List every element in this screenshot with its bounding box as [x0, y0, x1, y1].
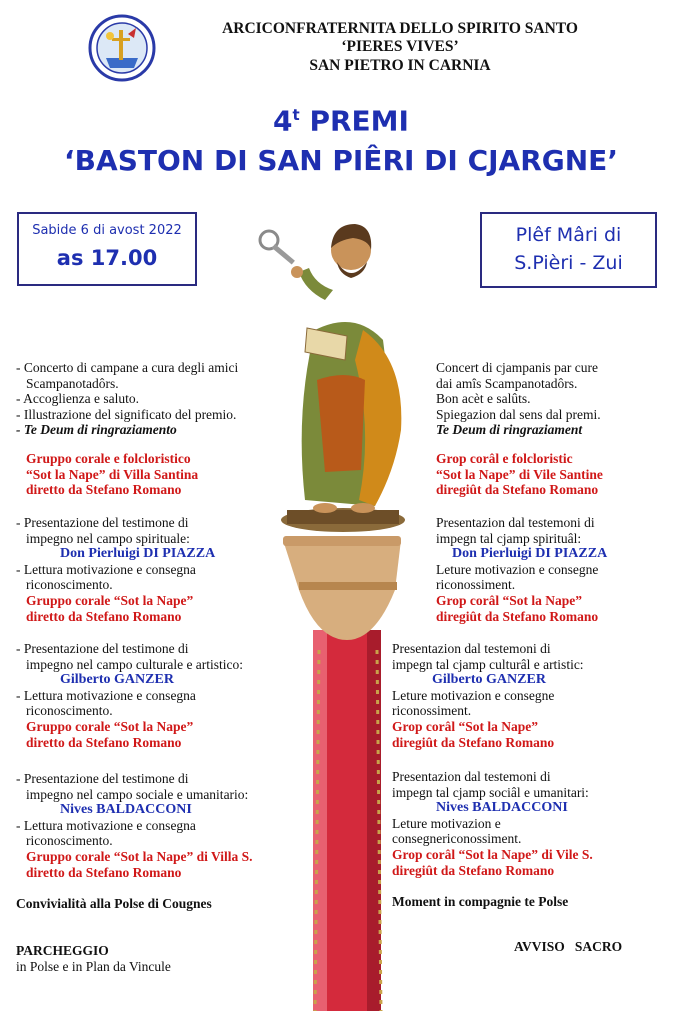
honoree-name: Don Pierluigi DI PIAZZA [452, 546, 608, 562]
section-line: Presentazion dal testemoni di [392, 641, 551, 656]
section-line: Presentazion dal testemoni di [436, 515, 595, 530]
section-line: - Presentazione del testimone di [16, 641, 189, 656]
choir-line: diretto da Stefano Romano [26, 608, 182, 624]
section-line: - Lettura motivazione e consegna [16, 687, 196, 703]
choir-line: diregiût da Stefano Romano [436, 608, 599, 624]
section-line: - Lettura motivazione e consegna [16, 817, 196, 833]
choir-line: diretto da Stefano Romano [26, 482, 182, 498]
choir-line: Gruppo corale “Sot la Nape” di Villa S. [26, 848, 253, 864]
italian-section-spiritual [16, 515, 215, 624]
choir-line: diregiût da Stefano Romano [436, 482, 599, 498]
event-place-box [480, 212, 657, 288]
honoree-name: Gilberto GANZER [60, 672, 174, 688]
section-line: impegno nel campo culturale e artistico: [26, 656, 244, 672]
friulian-section-social [392, 769, 593, 878]
italian-choir [26, 451, 198, 498]
italian-closing: Convivialità alla Polse di Cougnes [16, 896, 212, 911]
organization-name: ARCICONFRATERNITA DELLO SPIRITO SANTO [222, 20, 578, 37]
section-line: riconoscimento. [26, 577, 113, 593]
list-item: - Illustrazione del significato del premio. [16, 406, 237, 422]
choir-line: diregiût da Stefano Romano [392, 862, 555, 878]
honoree-name: Nives BALDACCONI [436, 800, 568, 816]
section-line: riconossiment. [392, 703, 472, 719]
staff-illustration [255, 210, 425, 1011]
friulian-section-spiritual [436, 515, 607, 624]
section-line: riconoscimento. [26, 833, 113, 849]
section-line: Leture motivazion e consegne [436, 561, 599, 577]
parking-title: PARCHEGGIO [16, 943, 109, 958]
event-place-line1: Plêf Mâri di [515, 224, 622, 246]
confraternity-logo [88, 14, 156, 82]
choir-line: Gruppo corale e folcloristico [26, 451, 191, 466]
section-line: riconossiment. [436, 577, 516, 593]
list-item: Spiegazion dal sens dal premi. [436, 406, 601, 422]
section-line: impegno nel campo spirituale: [26, 530, 190, 546]
choir-line: diretto da Stefano Romano [26, 734, 182, 750]
choir-line: Grop corâl “Sot la Nape” [392, 718, 538, 734]
choir-line: Gruppo corale “Sot la Nape” [26, 718, 194, 734]
choir-line: Grop corâl “Sot la Nape” [436, 592, 582, 608]
honoree-name: Gilberto GANZER [432, 672, 546, 688]
section-line: impegn tal cjamp sociâl e umanitari: [392, 784, 589, 800]
section-line: - Lettura motivazione e consegna [16, 561, 196, 577]
list-item: dai amîs Scampanotadôrs. [436, 375, 578, 391]
prize-name-title: ‘BASTON DI SAN PIÊRI DI CJARGNE’ [64, 144, 618, 177]
parking-text: in Polse e in Plan da Vincule [16, 959, 171, 974]
list-item: Bon acèt e salûts. [436, 391, 531, 407]
choir-line: Gruppo corale “Sot la Nape” [26, 592, 194, 608]
section-line: - Presentazione del testimone di [16, 771, 189, 786]
list-item: Scampanotadôrs. [26, 375, 119, 391]
sacred-notice: AVVISO SACRO [514, 939, 623, 954]
section-line: Leture motivazion e [392, 815, 501, 831]
friulian-program [436, 360, 601, 438]
friulian-closing: Moment in compagnie te Polse [392, 894, 569, 909]
list-item: - Accoglienza e saluto. [16, 391, 139, 407]
friulian-choir [436, 451, 603, 498]
italian-section-cultural [16, 641, 243, 750]
section-line: consegnericonossiment. [392, 831, 522, 847]
section-line: - Presentazione del testimone di [16, 515, 189, 530]
list-item: - Te Deum di ringraziamento [16, 422, 177, 438]
section-line: impegno nel campo sociale e umanitario: [26, 786, 249, 802]
event-date-box [17, 212, 197, 286]
list-item: Te Deum di ringraziament [436, 422, 583, 438]
section-line: Presentazion dal testemoni di [392, 769, 551, 784]
prize-edition-title: 4$^t$ PREMI [273, 104, 409, 138]
section-line: riconoscimento. [26, 703, 113, 719]
list-item: Concert di cjampanis par cure [436, 360, 598, 375]
section-line: impegn tal cjamp spirituâl: [436, 530, 582, 546]
choir-line: diretto da Stefano Romano [26, 864, 182, 880]
italian-program [16, 360, 316, 438]
choir-line: Grop corâl e folcloristic [436, 451, 573, 466]
event-place-line2: S.Pièri - Zui [514, 252, 623, 274]
organization-motto: ‘PIERES VIVES’ [341, 38, 459, 55]
event-date: Sabide 6 di avost 2022 [32, 223, 182, 238]
section-line: Leture motivazion e consegne [392, 687, 555, 703]
choir-line: Grop corâl “Sot la Nape” di Vile S. [392, 846, 593, 862]
choir-line: “Sot la Nape” di Villa Santina [26, 466, 199, 482]
choir-line: “Sot la Nape” di Vile Santine [436, 466, 603, 482]
choir-line: diregiût da Stefano Romano [392, 734, 555, 750]
italian-section-social [16, 771, 253, 880]
organization-location: SAN PIETRO IN CARNIA [309, 57, 491, 74]
section-line: impegn tal cjamp culturâl e artistic: [392, 656, 584, 672]
event-time: as 17.00 [56, 246, 158, 270]
honoree-name: Nives BALDACCONI [60, 802, 192, 818]
friulian-section-cultural [392, 641, 584, 750]
list-item: - Concerto di campane a cura degli amici [16, 360, 239, 375]
honoree-name: Don Pierluigi DI PIAZZA [60, 546, 216, 562]
